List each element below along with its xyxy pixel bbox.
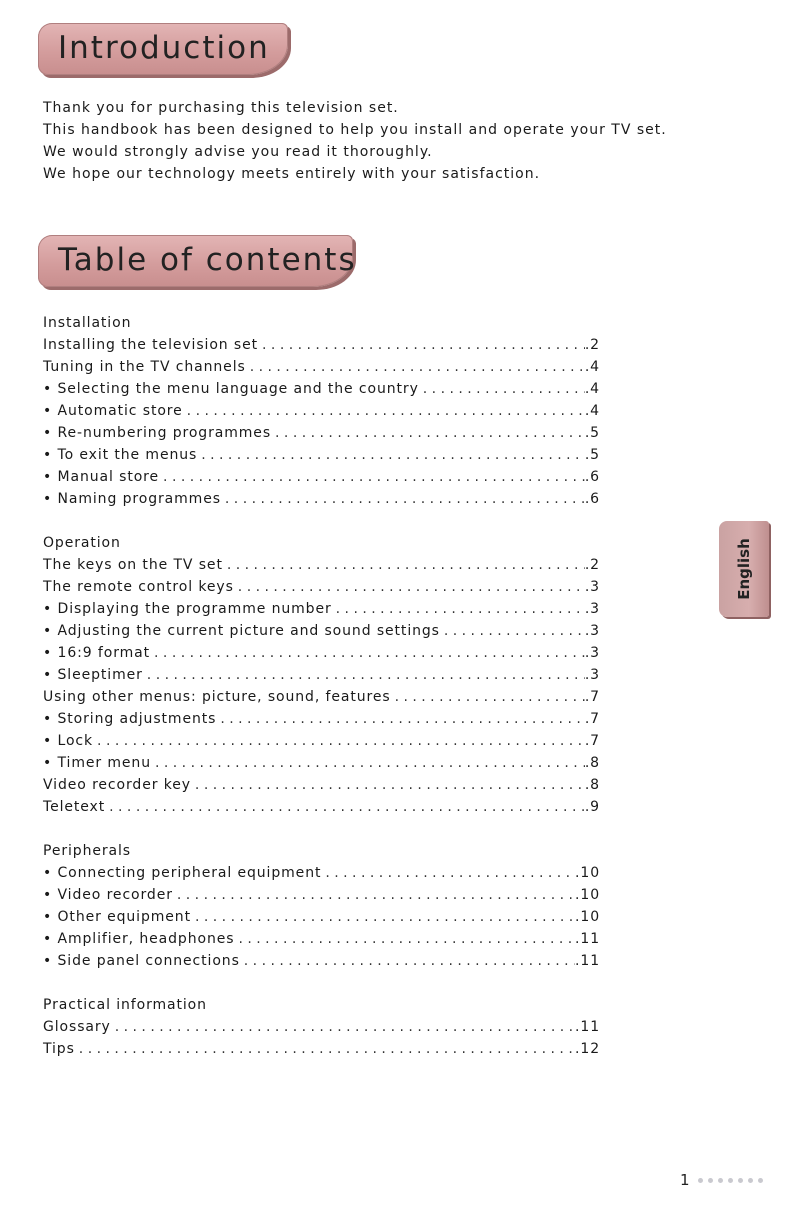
toc-entry — [43, 444, 600, 466]
toc-entry — [43, 906, 600, 928]
toc-entry — [43, 598, 600, 620]
toc-entry — [43, 664, 600, 686]
toc-section — [43, 312, 600, 510]
toc-section — [43, 994, 600, 1060]
toc-entry-label: Teletext — [43, 799, 106, 815]
toc-entry-page: .4 — [584, 381, 600, 397]
toc-entry-page: .10 — [575, 909, 600, 925]
toc-entry-page: .7 — [584, 733, 600, 749]
toc-entry-label: • Re-numbering programmes — [43, 425, 272, 441]
toc-leader-dots — [262, 334, 585, 356]
toc-section-title: Operation — [43, 535, 121, 551]
toc-entry — [43, 708, 600, 730]
toc-entry — [43, 774, 600, 796]
toc-entry-page: .3 — [584, 645, 600, 661]
table-of-contents — [43, 312, 600, 1082]
toc-entry-label: Using other menus: picture, sound, features — [43, 689, 391, 705]
introduction-banner — [38, 23, 288, 75]
toc-entry — [43, 356, 600, 378]
toc-leader-dots — [155, 752, 585, 774]
toc-entry-page: .3 — [584, 623, 600, 639]
toc-section-title: Practical information — [43, 997, 207, 1013]
intro-line: We would strongly advise you read it thoroughly. — [43, 144, 433, 160]
toc-entry-label: • Video recorder — [43, 887, 173, 903]
toc-entry — [43, 862, 600, 884]
toc-entry-label: Installing the television set — [43, 337, 259, 353]
toc-entry — [43, 466, 600, 488]
toc-entry — [43, 488, 600, 510]
toc-entry-page: .10 — [575, 865, 600, 881]
toc-leader-dots — [238, 928, 575, 950]
language-tab-label: English — [735, 538, 753, 600]
toc-entry-label: Video recorder key — [43, 777, 191, 793]
toc-entry — [43, 796, 600, 818]
toc-entry-label: • Timer menu — [43, 755, 151, 771]
toc-leader-dots — [336, 598, 585, 620]
toc-entry-label: • Other equipment — [43, 909, 191, 925]
toc-entry — [43, 334, 600, 356]
intro-line: We hope our technology meets entirely with your satisfaction. — [43, 166, 541, 182]
toc-leader-dots — [244, 950, 575, 972]
toc-entry-label: • Storing adjustments — [43, 711, 217, 727]
toc-leader-dots — [147, 664, 585, 686]
toc-entry — [43, 884, 600, 906]
toc-entry-page: .5 — [584, 447, 600, 463]
toc-leader-dots — [250, 356, 585, 378]
toc-entry-label: Tuning in the TV channels — [43, 359, 246, 375]
toc-entry-page: .3 — [584, 579, 600, 595]
toc-leader-dots — [154, 642, 585, 664]
toc-entry — [43, 950, 600, 972]
toc-entry-label: Tips — [43, 1041, 75, 1057]
toc-leader-dots — [187, 400, 585, 422]
table-of-contents-banner — [38, 235, 357, 287]
toc-entry-page: .12 — [575, 1041, 600, 1057]
toc-leader-dots — [227, 554, 585, 576]
toc-entry-page: .11 — [575, 931, 600, 947]
toc-entry-label: • Manual store — [43, 469, 160, 485]
toc-entry — [43, 1016, 600, 1038]
toc-leader-dots — [395, 686, 585, 708]
toc-entry-page: .3 — [584, 601, 600, 617]
toc-entry — [43, 686, 600, 708]
toc-leader-dots — [195, 906, 575, 928]
toc-leader-dots — [115, 1016, 575, 1038]
toc-section — [43, 532, 600, 818]
toc-section — [43, 840, 600, 972]
toc-entry — [43, 928, 600, 950]
toc-leader-dots — [177, 884, 575, 906]
toc-entry-page: .6 — [584, 491, 600, 507]
toc-leader-dots — [201, 444, 585, 466]
language-tab — [719, 521, 769, 617]
toc-entry-page: .7 — [584, 689, 600, 705]
toc-entry — [43, 1038, 600, 1060]
toc-entry — [43, 422, 600, 444]
toc-entry — [43, 554, 600, 576]
toc-entry-label: Glossary — [43, 1019, 111, 1035]
toc-entry-page: .2 — [584, 557, 600, 573]
toc-entry — [43, 752, 600, 774]
toc-leader-dots — [195, 774, 585, 796]
toc-leader-dots — [163, 466, 585, 488]
toc-entry-page: .4 — [584, 359, 600, 375]
toc-entry-label: The remote control keys — [43, 579, 234, 595]
intro-line: Thank you for purchasing this television set. — [43, 100, 399, 116]
toc-leader-dots — [275, 422, 585, 444]
toc-entry — [43, 642, 600, 664]
toc-leader-dots — [79, 1038, 575, 1060]
toc-section-title: Installation — [43, 315, 132, 331]
toc-entry-page: .3 — [584, 667, 600, 683]
page-footer — [680, 1170, 763, 1190]
page-number: 1 — [680, 1171, 690, 1189]
toc-leader-dots — [423, 378, 585, 400]
toc-entry-label: • Automatic store — [43, 403, 183, 419]
toc-leader-dots — [109, 796, 585, 818]
toc-entry — [43, 620, 600, 642]
toc-entry-page: .5 — [584, 425, 600, 441]
toc-entry-page: .10 — [575, 887, 600, 903]
toc-entry-page: .9 — [584, 799, 600, 815]
toc-entry-page: .11 — [575, 953, 600, 969]
toc-entry-page: .11 — [575, 1019, 600, 1035]
introduction-heading: Introduction — [58, 30, 270, 66]
toc-entry-page: .2 — [584, 337, 600, 353]
toc-entry-page: .6 — [584, 469, 600, 485]
toc-entry-label: • Adjusting the current picture and sound settings — [43, 623, 440, 639]
toc-leader-dots — [225, 488, 585, 510]
table-of-contents-heading: Table of contents — [58, 242, 357, 278]
toc-entry-label: • 16:9 format — [43, 645, 151, 661]
footer-dots-decoration — [698, 1178, 763, 1183]
toc-entry-label: • Naming programmes — [43, 491, 221, 507]
toc-entry-page: .7 — [584, 711, 600, 727]
toc-leader-dots — [238, 576, 585, 598]
toc-entry-label: • Sleeptimer — [43, 667, 143, 683]
toc-entry — [43, 576, 600, 598]
toc-entry — [43, 378, 600, 400]
toc-entry — [43, 400, 600, 422]
toc-entry-label: • Displaying the programme number — [43, 601, 332, 617]
toc-entry — [43, 730, 600, 752]
toc-entry-label: The keys on the TV set — [43, 557, 223, 573]
toc-leader-dots — [97, 730, 585, 752]
toc-entry-label: • Lock — [43, 733, 94, 749]
toc-entry-label: • Connecting peripheral equipment — [43, 865, 322, 881]
toc-entry-label: • To exit the menus — [43, 447, 198, 463]
toc-entry-label: • Amplifier, headphones — [43, 931, 235, 947]
introduction-text — [43, 97, 667, 185]
toc-entry-label: • Side panel connections — [43, 953, 240, 969]
toc-leader-dots — [325, 862, 575, 884]
toc-entry-page: .8 — [584, 777, 600, 793]
toc-leader-dots — [220, 708, 585, 730]
toc-entry-page: .8 — [584, 755, 600, 771]
toc-section-title: Peripherals — [43, 843, 131, 859]
toc-entry-label: • Selecting the menu language and the country — [43, 381, 419, 397]
intro-line: This handbook has been designed to help you install and operate your TV set. — [43, 122, 667, 138]
toc-entry-page: .4 — [584, 403, 600, 419]
toc-leader-dots — [444, 620, 585, 642]
